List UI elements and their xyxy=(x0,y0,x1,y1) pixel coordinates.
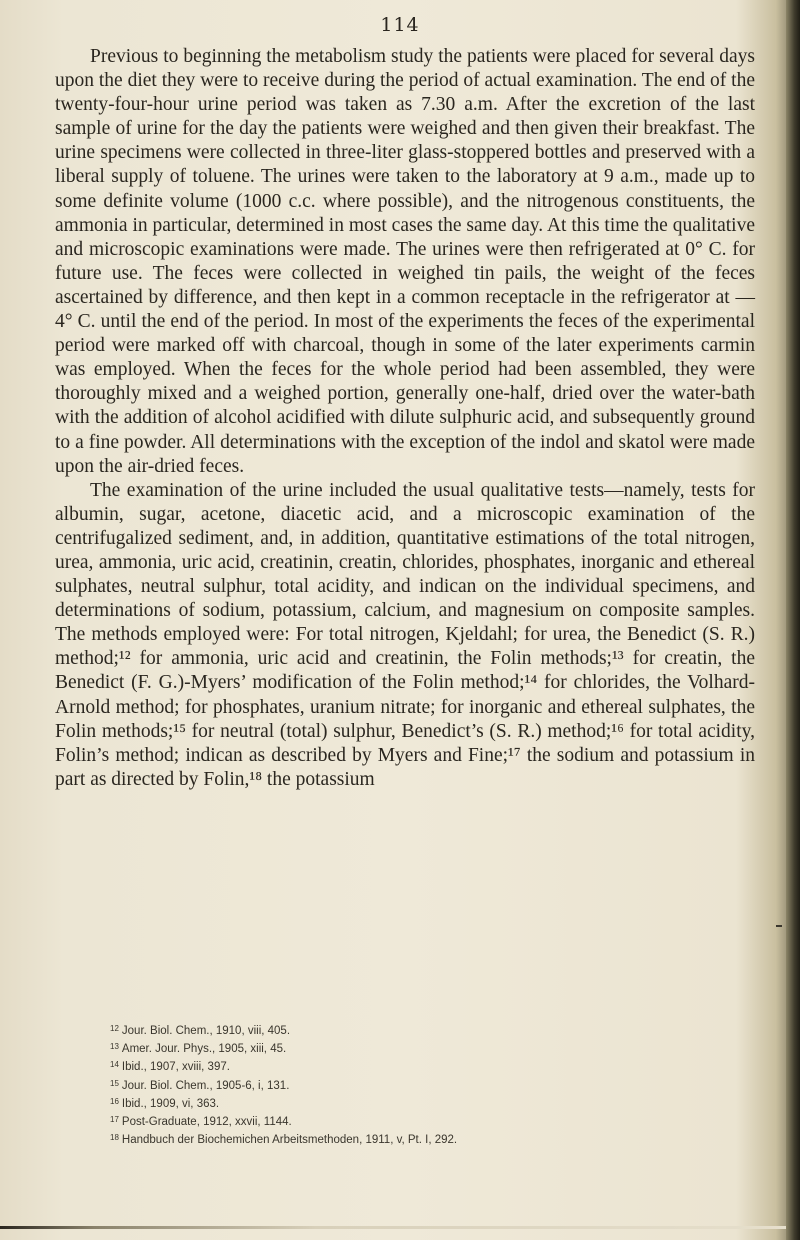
body-text xyxy=(55,45,755,792)
footnote-text: Ibid., 1909, vi, 363. xyxy=(121,1097,220,1110)
footnote-number: 18 xyxy=(110,1133,119,1143)
footnote xyxy=(110,1021,750,1039)
paragraph-urine-examination: The examination of the urine included the usual qualitative tests—namely, tests for albumin, sugar, acetone, diacetic acid, and a microscopic examination of the centrifugalized sediment, and, in addition, quantitative estimations of the total nitrogen, urea, ammonia, uric acid, creatinin, creatin, chlorides, phosphates, inorganic and ethereal sulphates, neutral sulphur, total acidity, and indican on the individual specimens, and determinations of sodium, potassium, calcium, and magnesium on composite samples. The methods employed were: For total nitrogen, Kjeldahl; for urea, the Benedict (S. R.) method;¹² for ammonia, uric acid and creatinin, the Folin methods;¹³ for creatin, the Benedict (F. G.)-Myers’ modification of the Folin method;¹⁴ for chlorides, the Volhard-Arnold method; for phosphates, uranium nitrate; for inorganic and ethereal sulphates, the Folin methods;¹⁵ for neutral (total) sulphur, Benedict’s (S. R.) method;¹⁶ for total acidity, Folin’s method; indican as described by Myers and Fine;¹⁷ the sodium and potassium in part as directed by Folin,¹⁸ the potassium xyxy=(55,479,755,790)
footnote xyxy=(110,1094,750,1112)
footnote-number: 14 xyxy=(110,1060,119,1070)
footnote-number: 17 xyxy=(110,1115,119,1125)
page-binding-edge xyxy=(786,0,800,1240)
footnote-number: 16 xyxy=(110,1096,119,1106)
margin-mark xyxy=(776,925,782,927)
page-number: 114 xyxy=(380,14,420,36)
footnote-text: Jour. Biol. Chem., 1905-6, i, 131. xyxy=(121,1079,290,1092)
footnote-text: Ibid., 1907, xviii, 397. xyxy=(121,1061,230,1074)
footnote-text: Handbuch der Biochemichen Arbeitsmethoden, 1911, v, Pt. I, 292. xyxy=(121,1134,458,1147)
footnote xyxy=(110,1076,750,1094)
bottom-edge-shadow xyxy=(0,1226,790,1229)
footnote xyxy=(110,1057,750,1075)
paragraph-diet-and-collection: Previous to beginning the metabolism study the patients were placed for several days upon the diet they were to receive during the period of actual examination. The end of the twenty-four-hour urine period was taken as 7.30 a.m. After the excretion of the last sample of urine for the day the patients were weighed and then given their breakfast. The urine specimens were collected in three-liter glass-stoppered bottles and preserved with a liberal supply of toluene. The urines were taken to the laboratory at 9 a.m., made up to some definite volume (1000 c.c. where possible), and the nitrogenous constituents, the ammonia in particular, determined in most cases the same day. At this time the qualitative and microscopic examinations were made. The urines were then refrigerated at 0° C. for future use. The feces were collected in weighed tin pails, the weight of the feces ascertained by difference, and then kept in a common receptacle in the refrigerator at —4° C. until the end of the period. In most of the experiments the feces of the experimental period were marked off with charcoal, though in some of the later experiments carmin was employed. When the feces for the whole period had been assembled, they were thoroughly mixed and a weighed portion, generally one-half, dried over the water-bath with the addition of alcohol acidified with dilute sulphuric acid, and subsequently ground to a fine powder. All determinations with the exception of the indol and skatol were made upon the air-dried feces. xyxy=(55,46,755,477)
footnote xyxy=(110,1130,750,1148)
footnote-text: Post-Graduate, 1912, xxvii, 1144. xyxy=(121,1116,292,1129)
footnote-number: 15 xyxy=(110,1078,119,1088)
footnote-number: 13 xyxy=(110,1042,119,1052)
footnote-text: Amer. Jour. Phys., 1905, xiii, 45. xyxy=(121,1043,287,1056)
footnotes xyxy=(110,1021,750,1148)
footnote xyxy=(110,1112,750,1130)
footnote-text: Jour. Biol. Chem., 1910, viii, 405. xyxy=(121,1025,291,1037)
footnote xyxy=(110,1039,750,1057)
footnote-number: 12 xyxy=(110,1024,119,1033)
